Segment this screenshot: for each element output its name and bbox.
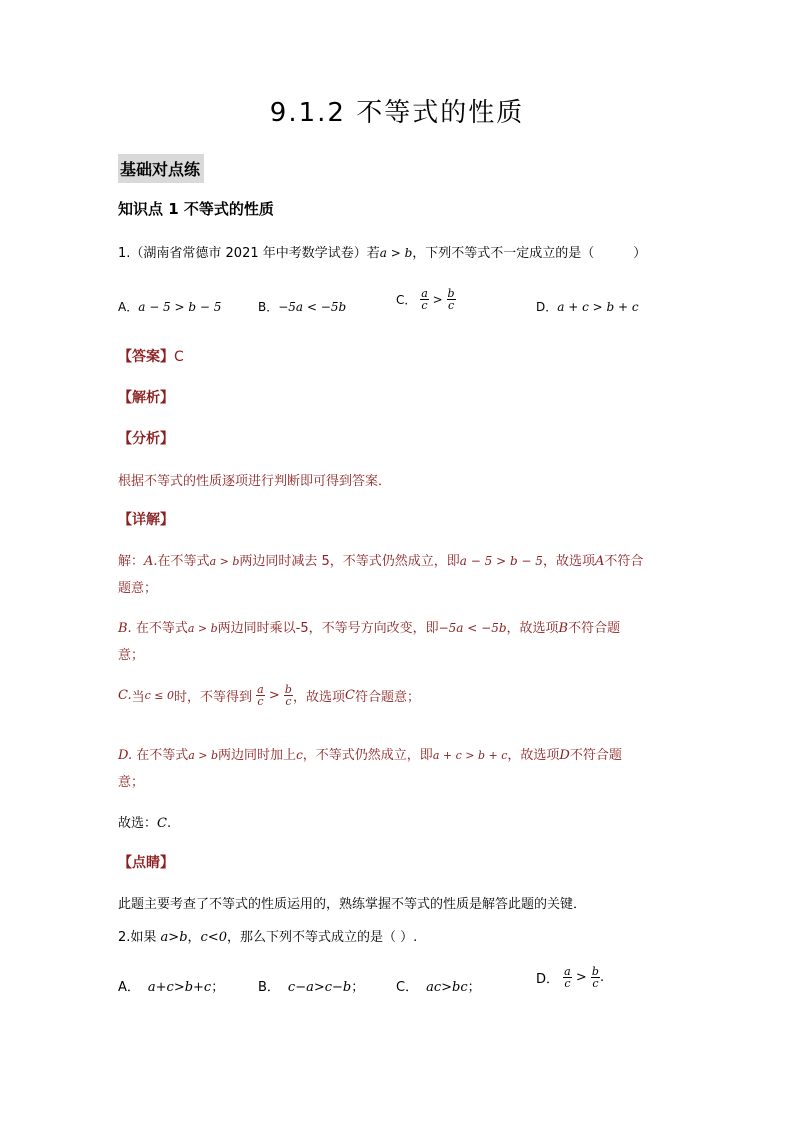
condition-math: c<0: [200, 930, 227, 945]
fraction-denominator: c: [592, 977, 599, 990]
solution-text: 解：: [118, 554, 145, 569]
solution-text: 在不等式: [131, 621, 188, 636]
option-label: D．: [536, 972, 560, 987]
solution-text: 两边同时乘以-5，不等号方向改变，即: [217, 621, 439, 636]
fraction-numerator: b: [284, 683, 292, 696]
solution-math: A: [594, 554, 605, 569]
condition-math: a>b: [160, 930, 188, 945]
fraction: [284, 684, 293, 707]
solution-b-line1: [118, 617, 620, 636]
solution-math: c: [296, 748, 303, 762]
solution-text: ，故选项: [292, 690, 345, 705]
solution-d-line2: 意；: [118, 775, 145, 790]
option-d: [536, 298, 639, 315]
solution-text: 两边同时加上: [218, 748, 297, 763]
fraction-numerator: a: [257, 683, 264, 696]
operator: >: [432, 292, 443, 307]
comment-tag: 【点睛】: [118, 855, 174, 871]
fraction: [563, 966, 572, 989]
fraction-numerator: a: [564, 965, 571, 978]
question-stem-tail: ，那么下列不等式成立的是（ ）.: [226, 930, 418, 945]
option-end: ；: [467, 980, 481, 995]
solution-math: c ≤ 0: [144, 689, 175, 702]
answer-line: [118, 346, 184, 366]
solution-d-line1: [118, 744, 622, 763]
solution-label: B.: [118, 621, 132, 636]
option-a: [118, 298, 221, 315]
option-label: B．: [258, 300, 279, 314]
solution-text: 两边同时减去 5，不等式仍然成立，即: [239, 554, 460, 569]
question-stem-text: 2.如果: [118, 930, 161, 945]
fenxi-text: 根据不等式的性质逐项进行判断即可得到答案．: [118, 474, 392, 489]
solution-text: ，故选项: [506, 621, 559, 636]
solution-math: B: [558, 621, 569, 636]
solution-text: ，故选项: [542, 554, 595, 569]
option-label: D．: [536, 300, 558, 314]
solution-label: A.: [144, 554, 158, 569]
option-expression: a+c>b+c: [147, 980, 212, 995]
question-stem-text: ，: [187, 930, 201, 945]
solution-text: ，不等式仍然成立，即: [302, 748, 433, 763]
final-text: .: [166, 816, 172, 831]
option-end: ；: [211, 980, 225, 995]
option-label: A．: [118, 980, 140, 995]
fraction: [256, 684, 265, 707]
answer-value: C: [174, 349, 184, 365]
solution-b-line2: 意；: [118, 648, 145, 663]
fraction: [447, 288, 456, 311]
option-expression: −5a < −5b: [278, 300, 347, 314]
question-stem-tail: ，下列不等式不一定成立的是（ ）: [412, 246, 647, 261]
q2-option-d: [536, 966, 604, 989]
q2-option-b: [258, 976, 364, 995]
solution-text: ，故选项: [507, 748, 560, 763]
final-answer: [118, 812, 171, 831]
solution-label: D.: [118, 748, 133, 763]
solution-label: C.: [118, 688, 132, 703]
solution-math: a > b: [188, 749, 219, 762]
solution-text: 不符合: [604, 554, 644, 569]
solution-math: a > b: [209, 555, 240, 568]
solution-text: 符合题意；: [354, 690, 420, 705]
question-stem-text: （湖南省常德市 2021 年中考数学试卷）若: [130, 246, 380, 261]
comment-text: 此题主要考查了不等式的性质运用的，熟练掌握不等式的性质是解答此题的关键．: [118, 897, 587, 912]
knowledge-point-heading: 知识点 1 不等式的性质: [118, 200, 274, 218]
solution-math: D: [559, 748, 570, 763]
fraction-numerator: b: [591, 965, 599, 978]
solution-c-line: [118, 684, 420, 707]
option-expression: a + c > b + c: [557, 300, 639, 314]
option-label: C．: [396, 293, 417, 307]
solution-text: 不符合题: [568, 621, 621, 636]
question-1-stem: [118, 242, 646, 261]
document-title: 9.1.2 不等式的性质: [269, 98, 525, 128]
option-expression: a − 5 > b − 5: [138, 300, 222, 314]
solution-text: 不符合题: [569, 748, 622, 763]
q2-option-c: [396, 976, 481, 995]
fraction-denominator: c: [257, 695, 264, 708]
detail-tag: 【详解】: [118, 512, 174, 528]
option-b: [258, 298, 346, 315]
solution-text: 在不等式: [132, 748, 189, 763]
option-label: B．: [258, 980, 280, 995]
fraction-numerator: b: [447, 287, 455, 300]
solution-text: 时，不等得到: [174, 690, 253, 705]
section-heading: 基础对点练: [118, 154, 204, 183]
option-end: .: [599, 970, 605, 985]
solution-math: a + c > b + c: [432, 749, 508, 762]
operator: >: [268, 688, 280, 703]
analysis-tag: 【解析】: [118, 390, 174, 406]
solution-a-line2: 题意；: [118, 581, 158, 596]
answer-tag: 【答案】: [118, 349, 174, 365]
solution-math: a > b: [187, 622, 218, 635]
final-math: C: [157, 816, 167, 831]
option-c: [396, 288, 456, 311]
fraction-denominator: c: [421, 299, 428, 312]
solution-math: −5a < −5b: [438, 621, 507, 635]
solution-a-line1: [118, 550, 643, 569]
option-expression: ac>bc: [426, 980, 468, 995]
option-label: C．: [396, 980, 419, 995]
final-text: 故选：: [118, 816, 158, 831]
fenxi-tag: 【分析】: [118, 431, 174, 447]
operator: >: [575, 970, 587, 985]
option-expression: c−a>c−b: [287, 980, 352, 995]
fraction-denominator: c: [447, 299, 455, 312]
fraction: [591, 966, 600, 989]
solution-math: C: [344, 688, 355, 703]
fraction-denominator: c: [564, 977, 571, 990]
condition-math: a > b: [379, 246, 413, 260]
solution-math: a − 5 > b − 5: [459, 554, 543, 568]
question-2-stem: [118, 926, 417, 945]
fraction-denominator: c: [285, 695, 292, 708]
solution-text: 当: [131, 690, 145, 705]
question-number: 1.: [118, 246, 131, 261]
fraction-numerator: a: [421, 287, 428, 300]
fraction: [420, 288, 429, 311]
option-end: ；: [351, 980, 365, 995]
q2-option-a: [118, 976, 224, 995]
option-label: A．: [118, 300, 139, 314]
solution-text: 在不等式: [157, 554, 210, 569]
